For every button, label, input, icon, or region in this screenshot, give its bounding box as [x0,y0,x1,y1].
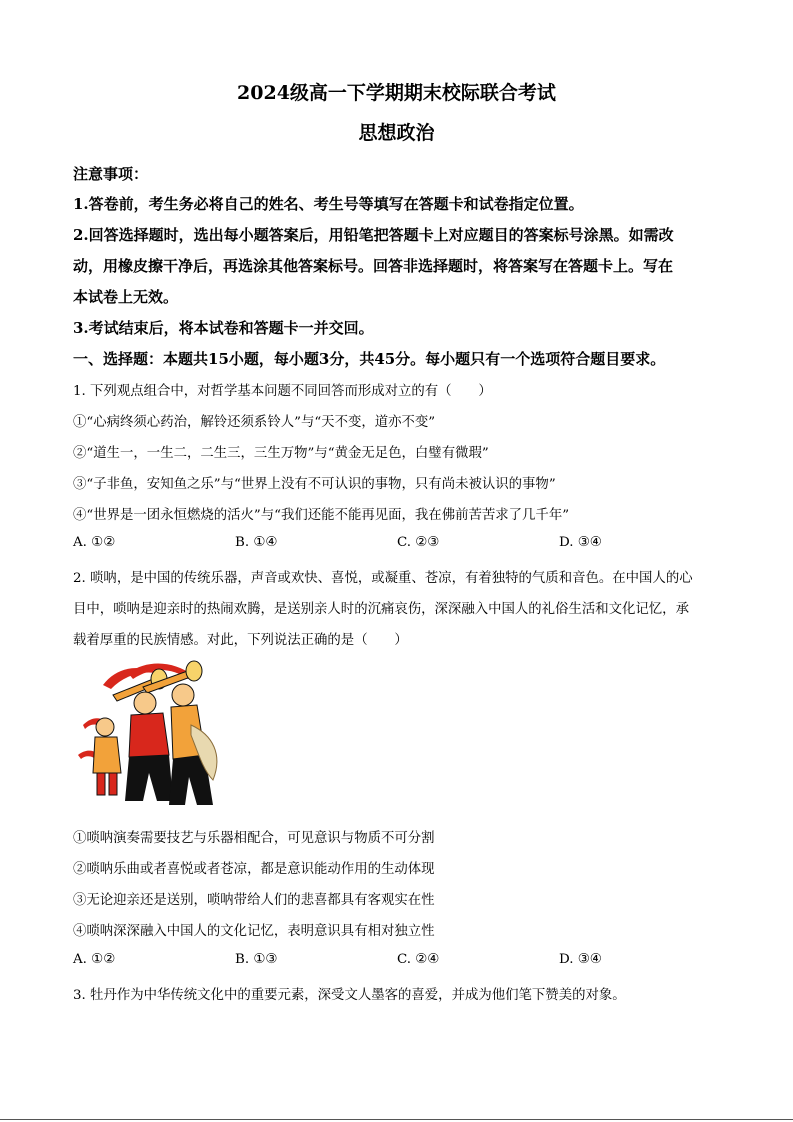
notice-item-2-line-1: 2.回答选择题时，选出每小题答案后，用铅笔把答题卡上对应题目的答案标号涂黑。如需改 [73,226,674,244]
q1-option-d[interactable]: D. ③④ [559,535,602,550]
q3-stem: 3. 牡丹作为中华传统文化中的重要元素，深受文人墨客的喜爱，并成为他们笔下赞美的对象。 [73,988,626,1003]
q1-statement-4: ④“世界是一团永恒燃烧的活火”与“我们还能不能再见面，我在佛前苦苦求了几千年” [73,508,570,523]
q1-option-a[interactable]: A. ①② [73,535,116,550]
player-trousers [125,755,173,801]
q2-stem-line-1: 2. 唢呐，是中国的传统乐器，声音或欢快、喜悦，或凝重、苍凉，有着独特的气质和音色。在中国人的心 [73,571,693,586]
child-head [96,718,114,736]
q1-option-c[interactable]: C. ②③ [397,535,440,550]
notice-item-2-line-3: 本试卷上无效。 [73,288,179,306]
q2-option-c[interactable]: C. ②④ [397,952,440,967]
player-head [134,692,156,714]
child-leg [97,773,105,795]
exam-subject: 思想政治 [358,122,435,144]
exam-title: 2024级高一下学期期末校际联合考试 [237,82,556,104]
elder-head [172,684,194,706]
notice-item-2-line-2: 动，用橡皮擦干净后，再选涂其他答案标号。回答非选择题时，将答案写在答题卡上。写在 [73,257,674,275]
q1-stem: 1. 下列观点组合中，对哲学基本问题不同回答而形成对立的有（ ） [73,384,492,399]
player-vest [129,713,169,757]
suona-players-illustration [73,655,235,810]
page-bottom-divider [0,1119,793,1120]
q2-statement-2: ②唢呐乐曲或者喜悦或者苍凉，都是意识能动作用的生动体现 [73,862,435,877]
q2-option-b[interactable]: B. ①③ [235,952,278,967]
suona-bell [186,661,202,681]
q2-statement-4: ④唢呐深深融入中国人的文化记忆，表明意识具有相对独立性 [73,924,435,939]
notice-item-1: 1.答卷前，考生务必将自己的姓名、考生号等填写在答题卡和试卷指定位置。 [73,195,584,213]
q2-option-a[interactable]: A. ①② [73,952,116,967]
child-leg [109,773,117,795]
notice-item-3: 3.考试结束后，将本试卷和答题卡一并交回。 [73,319,374,337]
q2-stem-line-2: 目中，唢呐是迎亲时的热闹欢腾，是送别亲人时的沉痛哀伤，深深融入中国人的礼俗生活和文化记忆，承 [73,602,689,617]
child-body [93,737,121,773]
q2-option-d[interactable]: D. ③④ [559,952,602,967]
q2-statement-1: ①唢呐演奏需要技艺与乐器相配合，可见意识与物质不可分割 [73,831,435,846]
q2-statement-3: ③无论迎亲还是送别，唢呐带给人们的悲喜都具有客观实在性 [73,893,435,908]
q1-statement-1: ①“心病终须心药治，解铃还须系铃人”与“天不变，道亦不变” [73,415,436,430]
q1-statement-3: ③“子非鱼，安知鱼之乐”与“世界上没有不可认识的事物，只有尚未被认识的事物” [73,477,556,492]
q1-statement-2: ②“道生一，一生二，二生三，三生万物”与“黄金无足色，白璧有微瑕” [73,446,489,461]
notice-heading: 注意事项： [73,165,149,183]
q2-stem-line-3: 载着厚重的民族情感。对此，下列说法正确的是（ ） [73,633,408,648]
section-heading: 一、选择题：本题共15小题，每小题3分，共45分。每小题只有一个选项符合题目要求。 [73,350,666,368]
q1-option-b[interactable]: B. ①④ [235,535,278,550]
